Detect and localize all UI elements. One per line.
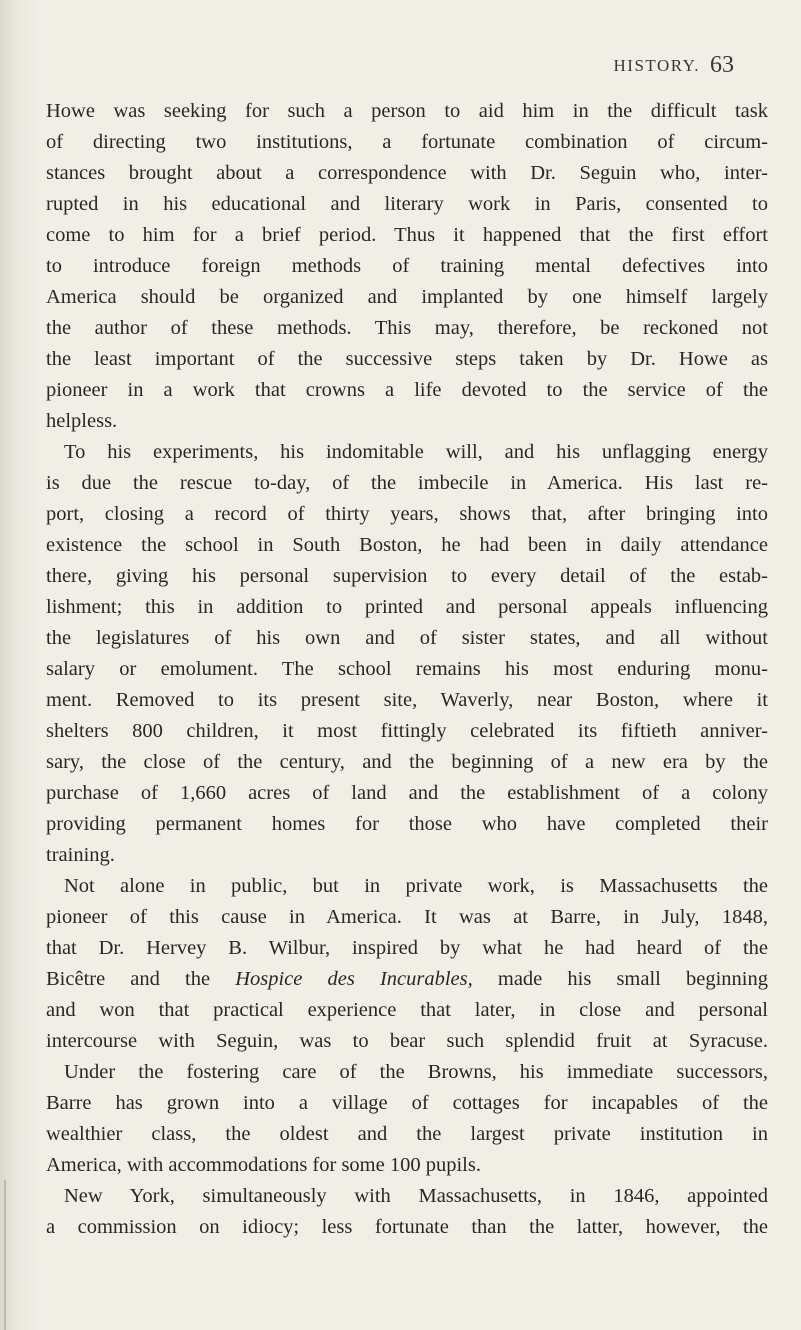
text-line: of directing two institutions, a fortunate combination of circum- — [46, 131, 768, 153]
text-line: Under the fostering care of the Browns, his immediate successors, — [64, 1061, 768, 1083]
text-line: intercourse with Seguin, was to bear such splendid fruit at Syracuse. — [46, 1030, 768, 1052]
italic-title: Hospice des Incurables, — [235, 968, 473, 990]
text-line: come to him for a brief period. Thus it happened that the first effort — [46, 224, 768, 246]
text-line: wealthier class, the oldest and the largest private institution in — [46, 1123, 768, 1145]
text-line: the least important of the successive steps taken by Dr. Howe as — [46, 348, 768, 370]
text-line: stances brought about a correspondence with Dr. Seguin who, inter- — [46, 162, 768, 184]
text-line: is due the rescue to-day, of the imbecile in America. His last re- — [46, 472, 768, 494]
text-line: the author of these methods. This may, therefore, be reckoned not — [46, 317, 768, 339]
text-line: training. — [46, 844, 115, 866]
text-line: that Dr. Hervey B. Wilbur, inspired by what he had heard of the — [46, 937, 768, 959]
text-line: salary or emolument. The school remains his most enduring monu- — [46, 658, 768, 680]
text-line: sary, the close of the century, and the beginning of a new era by the — [46, 751, 768, 773]
text-line: pioneer in a work that crowns a life devoted to the service of the — [46, 379, 768, 401]
text-segment: made his small beginning — [472, 968, 768, 990]
text-line: America should be organized and implanted by one himself largely — [46, 286, 768, 308]
body-text — [46, 96, 768, 1243]
text-line: ment. Removed to its present site, Waverly, near Boston, where it — [46, 689, 768, 711]
text-line: helpless. — [46, 410, 118, 432]
text-line: rupted in his educational and literary work in Paris, consented to — [46, 193, 768, 215]
text-line: existence the school in South Boston, he had been in daily attendance — [46, 534, 768, 556]
text-line: to introduce foreign methods of training mental defectives into — [46, 255, 768, 277]
text-line-with-italic — [46, 964, 768, 995]
text-line: America, with accommodations for some 100 pupils. — [46, 1154, 481, 1176]
running-head-title: HISTORY. — [613, 56, 700, 75]
book-spine-shadow — [0, 0, 40, 1330]
text-line: providing permanent homes for those who have completed their — [46, 813, 768, 835]
text-line: and won that practical experience that later, in close and personal — [46, 999, 768, 1021]
page-number: 63 — [710, 52, 734, 78]
text-line: Barre has grown into a village of cottages for incapables of the — [46, 1092, 768, 1114]
binding-edge — [4, 1180, 6, 1330]
text-line: To his experiments, his indomitable will, and his unflagging energy — [64, 441, 768, 463]
text-line: Howe was seeking for such a person to aid him in the difficult task — [46, 100, 768, 122]
text-line: there, giving his personal supervision to every detail of the estab- — [46, 565, 768, 587]
text-line: New York, simultaneously with Massachusetts, in 1846, appointed — [64, 1185, 768, 1207]
text-line: the legislatures of his own and of sister states, and all without — [46, 627, 768, 649]
text-line: Not alone in public, but in private work, is Massachusetts the — [64, 875, 768, 897]
text-line: purchase of 1,660 acres of land and the establishment of a colony — [46, 782, 768, 804]
text-line: lishment; this in addition to printed and personal appeals influencing — [46, 596, 768, 618]
running-head — [40, 52, 795, 82]
text-line: port, closing a record of thirty years, shows that, after bringing into — [46, 503, 768, 525]
text-line: pioneer of this cause in America. It was at Barre, in July, 1848, — [46, 906, 768, 928]
text-segment: Bicêtre and the — [46, 968, 236, 990]
text-line: a commission on idiocy; less fortunate than the latter, however, the — [46, 1216, 768, 1238]
text-line: shelters 800 children, it most fittingly celebrated its fiftieth anniver- — [46, 720, 768, 742]
